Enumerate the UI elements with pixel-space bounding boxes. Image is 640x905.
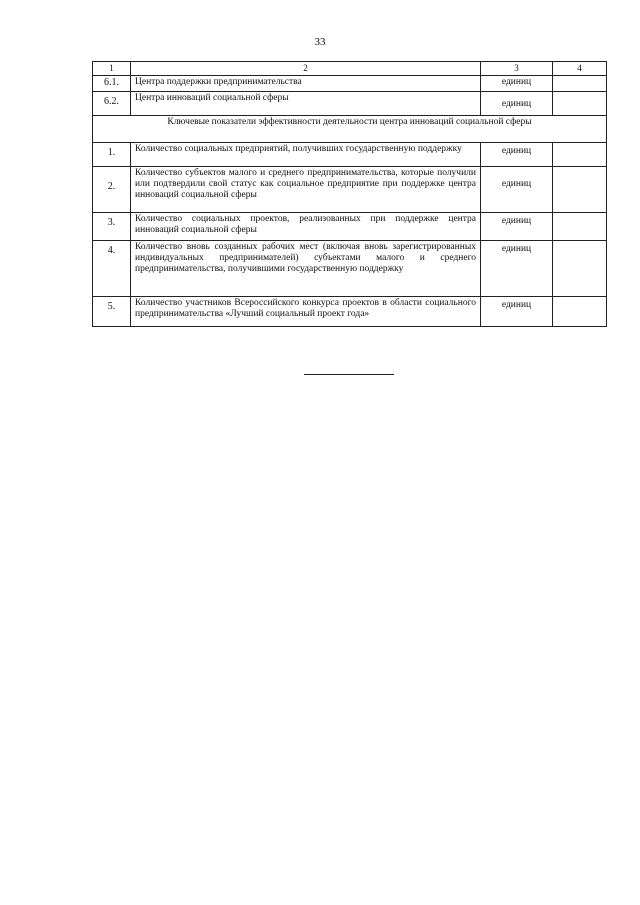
header-cell: 4	[553, 62, 607, 76]
row-number: 2.	[93, 167, 131, 213]
row-unit: единиц	[481, 143, 553, 167]
row-description: Количество вновь созданных рабочих мест (включая вновь зарегистрированных индивидуальных предпринимателей) субъектами малого и среднего предпринимательства, получившими государственную поддержку	[131, 241, 481, 297]
row-value	[553, 76, 607, 92]
header-cell: 2	[131, 62, 481, 76]
row-unit: единиц	[481, 297, 553, 327]
table-row	[93, 76, 607, 92]
header-cell: 1	[93, 62, 131, 76]
row-unit: единиц	[481, 76, 553, 92]
table-row	[93, 241, 607, 297]
table-header-row	[93, 62, 607, 76]
row-description: Количество участников Всероссийского конкурса проектов в области социального предпринимательства «Лучший социальный проект года»	[131, 297, 481, 327]
row-value	[553, 143, 607, 167]
row-value	[553, 213, 607, 241]
section-title: Ключевые показатели эффективности деятельности центра инноваций социальной сферы	[93, 116, 607, 143]
section-heading-row	[93, 116, 607, 143]
row-unit: единиц	[481, 167, 553, 213]
table-row	[93, 167, 607, 213]
row-description: Центра инноваций социальной сферы	[131, 92, 481, 116]
row-unit: единиц	[481, 92, 553, 116]
row-unit: единиц	[481, 213, 553, 241]
row-number: 5.	[93, 297, 131, 327]
page-number: 33	[314, 36, 326, 48]
row-value	[553, 297, 607, 327]
table-row	[93, 143, 607, 167]
row-description: Количество социальных предприятий, получивших государственную поддержку	[131, 143, 481, 167]
row-value	[553, 241, 607, 297]
row-description: Количество субъектов малого и среднего предпринимательства, которые получили или подтвердили свой статус как социальное предприятие при поддержке центра инноваций социальной сферы	[131, 167, 481, 213]
end-divider	[304, 374, 394, 375]
row-number: 6.2.	[93, 92, 131, 116]
row-number: 3.	[93, 213, 131, 241]
row-number: 1.	[93, 143, 131, 167]
header-cell: 3	[481, 62, 553, 76]
table-row	[93, 213, 607, 241]
row-value	[553, 167, 607, 213]
row-unit: единиц	[481, 241, 553, 297]
row-description: Количество социальных проектов, реализованных при поддержке центра инноваций социальной сферы	[131, 213, 481, 241]
row-number: 4.	[93, 241, 131, 297]
table-row	[93, 92, 607, 116]
row-number: 6.1.	[93, 76, 131, 92]
table-row	[93, 297, 607, 327]
indicators-table	[92, 61, 607, 327]
row-description: Центра поддержки предпринимательства	[131, 76, 481, 92]
row-value	[553, 92, 607, 116]
